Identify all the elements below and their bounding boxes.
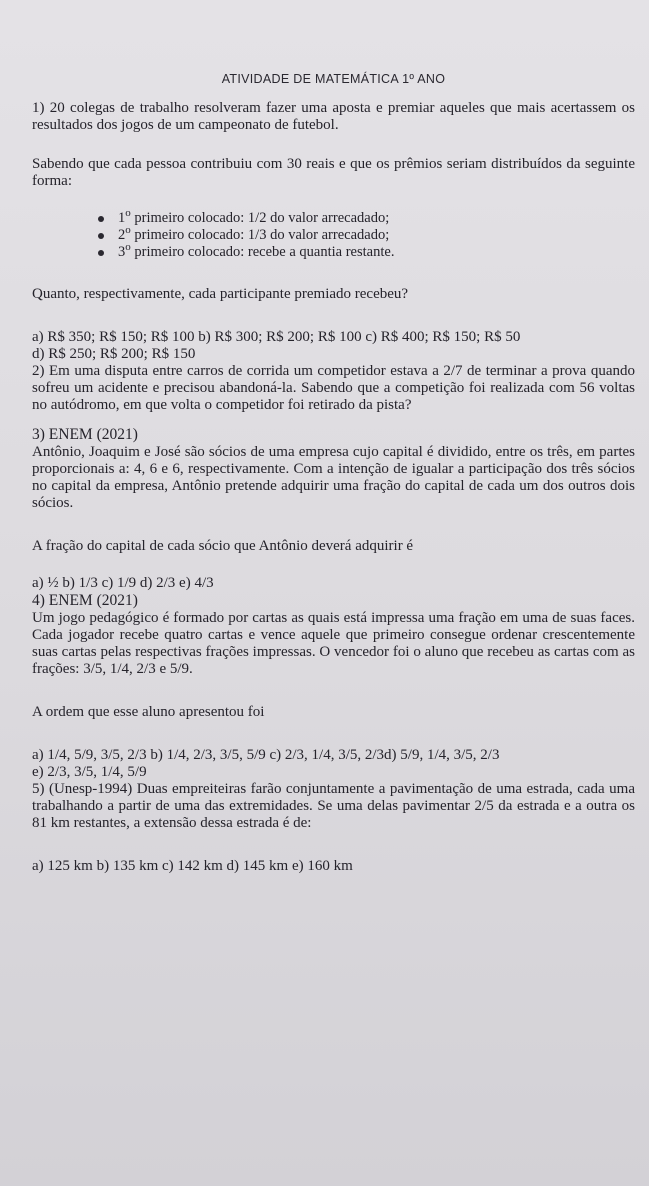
question-3-options: a) ½ b) 1/3 c) 1/9 d) 2/3 e) 4/3: [32, 575, 214, 591]
question-3-text: Antônio, Joaquim e José são sócios de uma empresa cujo capital é dividido, entre os três, em partes proporcionais a: 4, 6 e 6, respectivamente. Com a intenção de igualar a participação dos três sócios no capital da empresa, Antônio pretende adquirir uma fração do capital de cada um dos outros dois sócios.: [32, 444, 635, 511]
prize-item-3: [96, 241, 635, 261]
prize-text: primeiro colocado: 1/2 do valor arrecadado;: [134, 210, 390, 226]
prize-item-1: [96, 207, 635, 227]
prize-number: 3: [118, 244, 126, 260]
question-3-prompt: A fração do capital de cada sócio que Antônio deverá adquirir é: [32, 538, 414, 554]
question-1-options-line-2: d) R$ 250; R$ 200; R$ 150: [32, 346, 196, 362]
question-1-setup: Sabendo que cada pessoa contribuiu com 30 reais e que os prêmios seriam distribuídos da seguinte forma:: [32, 156, 635, 189]
question-1-options-line-1: a) R$ 350; R$ 150; R$ 100 b) R$ 300; R$ 200; R$ 100 c) R$ 400; R$ 150; R$ 50: [32, 329, 521, 345]
question-4-options-line-2: e) 2/3, 3/5, 1/4, 5/9: [32, 764, 147, 780]
question-4-heading: 4) ENEM (2021): [32, 592, 138, 609]
ordinal-mark: o: [125, 224, 131, 237]
question-1-intro: 1) 20 colegas de trabalho resolveram fazer uma aposta e premiar aqueles que mais acertassem os resultados dos jogos de um campeonato de futebol.: [32, 100, 635, 133]
question-5-text: 5) (Unesp-1994) Duas empreiteiras farão conjuntamente a pavimentação de uma estrada, cada uma trabalhando a partir de uma das extremidades. Se uma delas pavimentar 2/5 da estrada e a outra os 81 km restantes, a extensão dessa estrada é de:: [32, 781, 635, 831]
question-4-prompt: A ordem que esse aluno apresentou foi: [32, 704, 265, 720]
question-1-prompt: Quanto, respectivamente, cada participante premiado recebeu?: [32, 286, 409, 302]
worksheet-title: ATIVIDADE DE MATEMÁTICA 1º ANO: [221, 72, 446, 86]
question-4-text: Um jogo pedagógico é formado por cartas as quais está impressa uma fração em uma de suas faces. Cada jogador recebe quatro cartas e vence aquele que primeiro consegue ordenar crescentemente suas cartas pelas respectivas frações impressas. O vencedor foi o aluno que recebeu as cartas com as frações: 3/5, 1/4, 2/3 e 5/9.: [32, 610, 635, 677]
question-4-options-line-1: a) 1/4, 5/9, 3/5, 2/3 b) 1/4, 2/3, 3/5, 5/9 c) 2/3, 1/4, 3/5, 2/3d) 5/9, 1/4, 3/5, 2/3: [32, 747, 500, 763]
prize-list: [32, 207, 635, 261]
prize-number: 1: [118, 210, 126, 226]
prize-number: 2: [118, 227, 126, 243]
question-2-text: 2) Em uma disputa entre carros de corrida um competidor estava a 2/7 de terminar a prova quando sofreu um acidente e precisou abandoná-la. Sabendo que a competição foi realizada com 56 voltas no autódromo, em que volta o competidor foi retirado da pista?: [32, 363, 635, 413]
prize-item-2: [96, 224, 635, 244]
question-3-heading: 3) ENEM (2021): [32, 426, 138, 443]
prize-text: primeiro colocado: recebe a quantia restante.: [134, 244, 395, 260]
ordinal-mark: o: [125, 207, 131, 220]
question-5-options: a) 125 km b) 135 km c) 142 km d) 145 km e) 160 km: [32, 858, 353, 874]
ordinal-mark: o: [125, 241, 131, 254]
prize-text: primeiro colocado: 1/3 do valor arrecadado;: [134, 227, 390, 243]
